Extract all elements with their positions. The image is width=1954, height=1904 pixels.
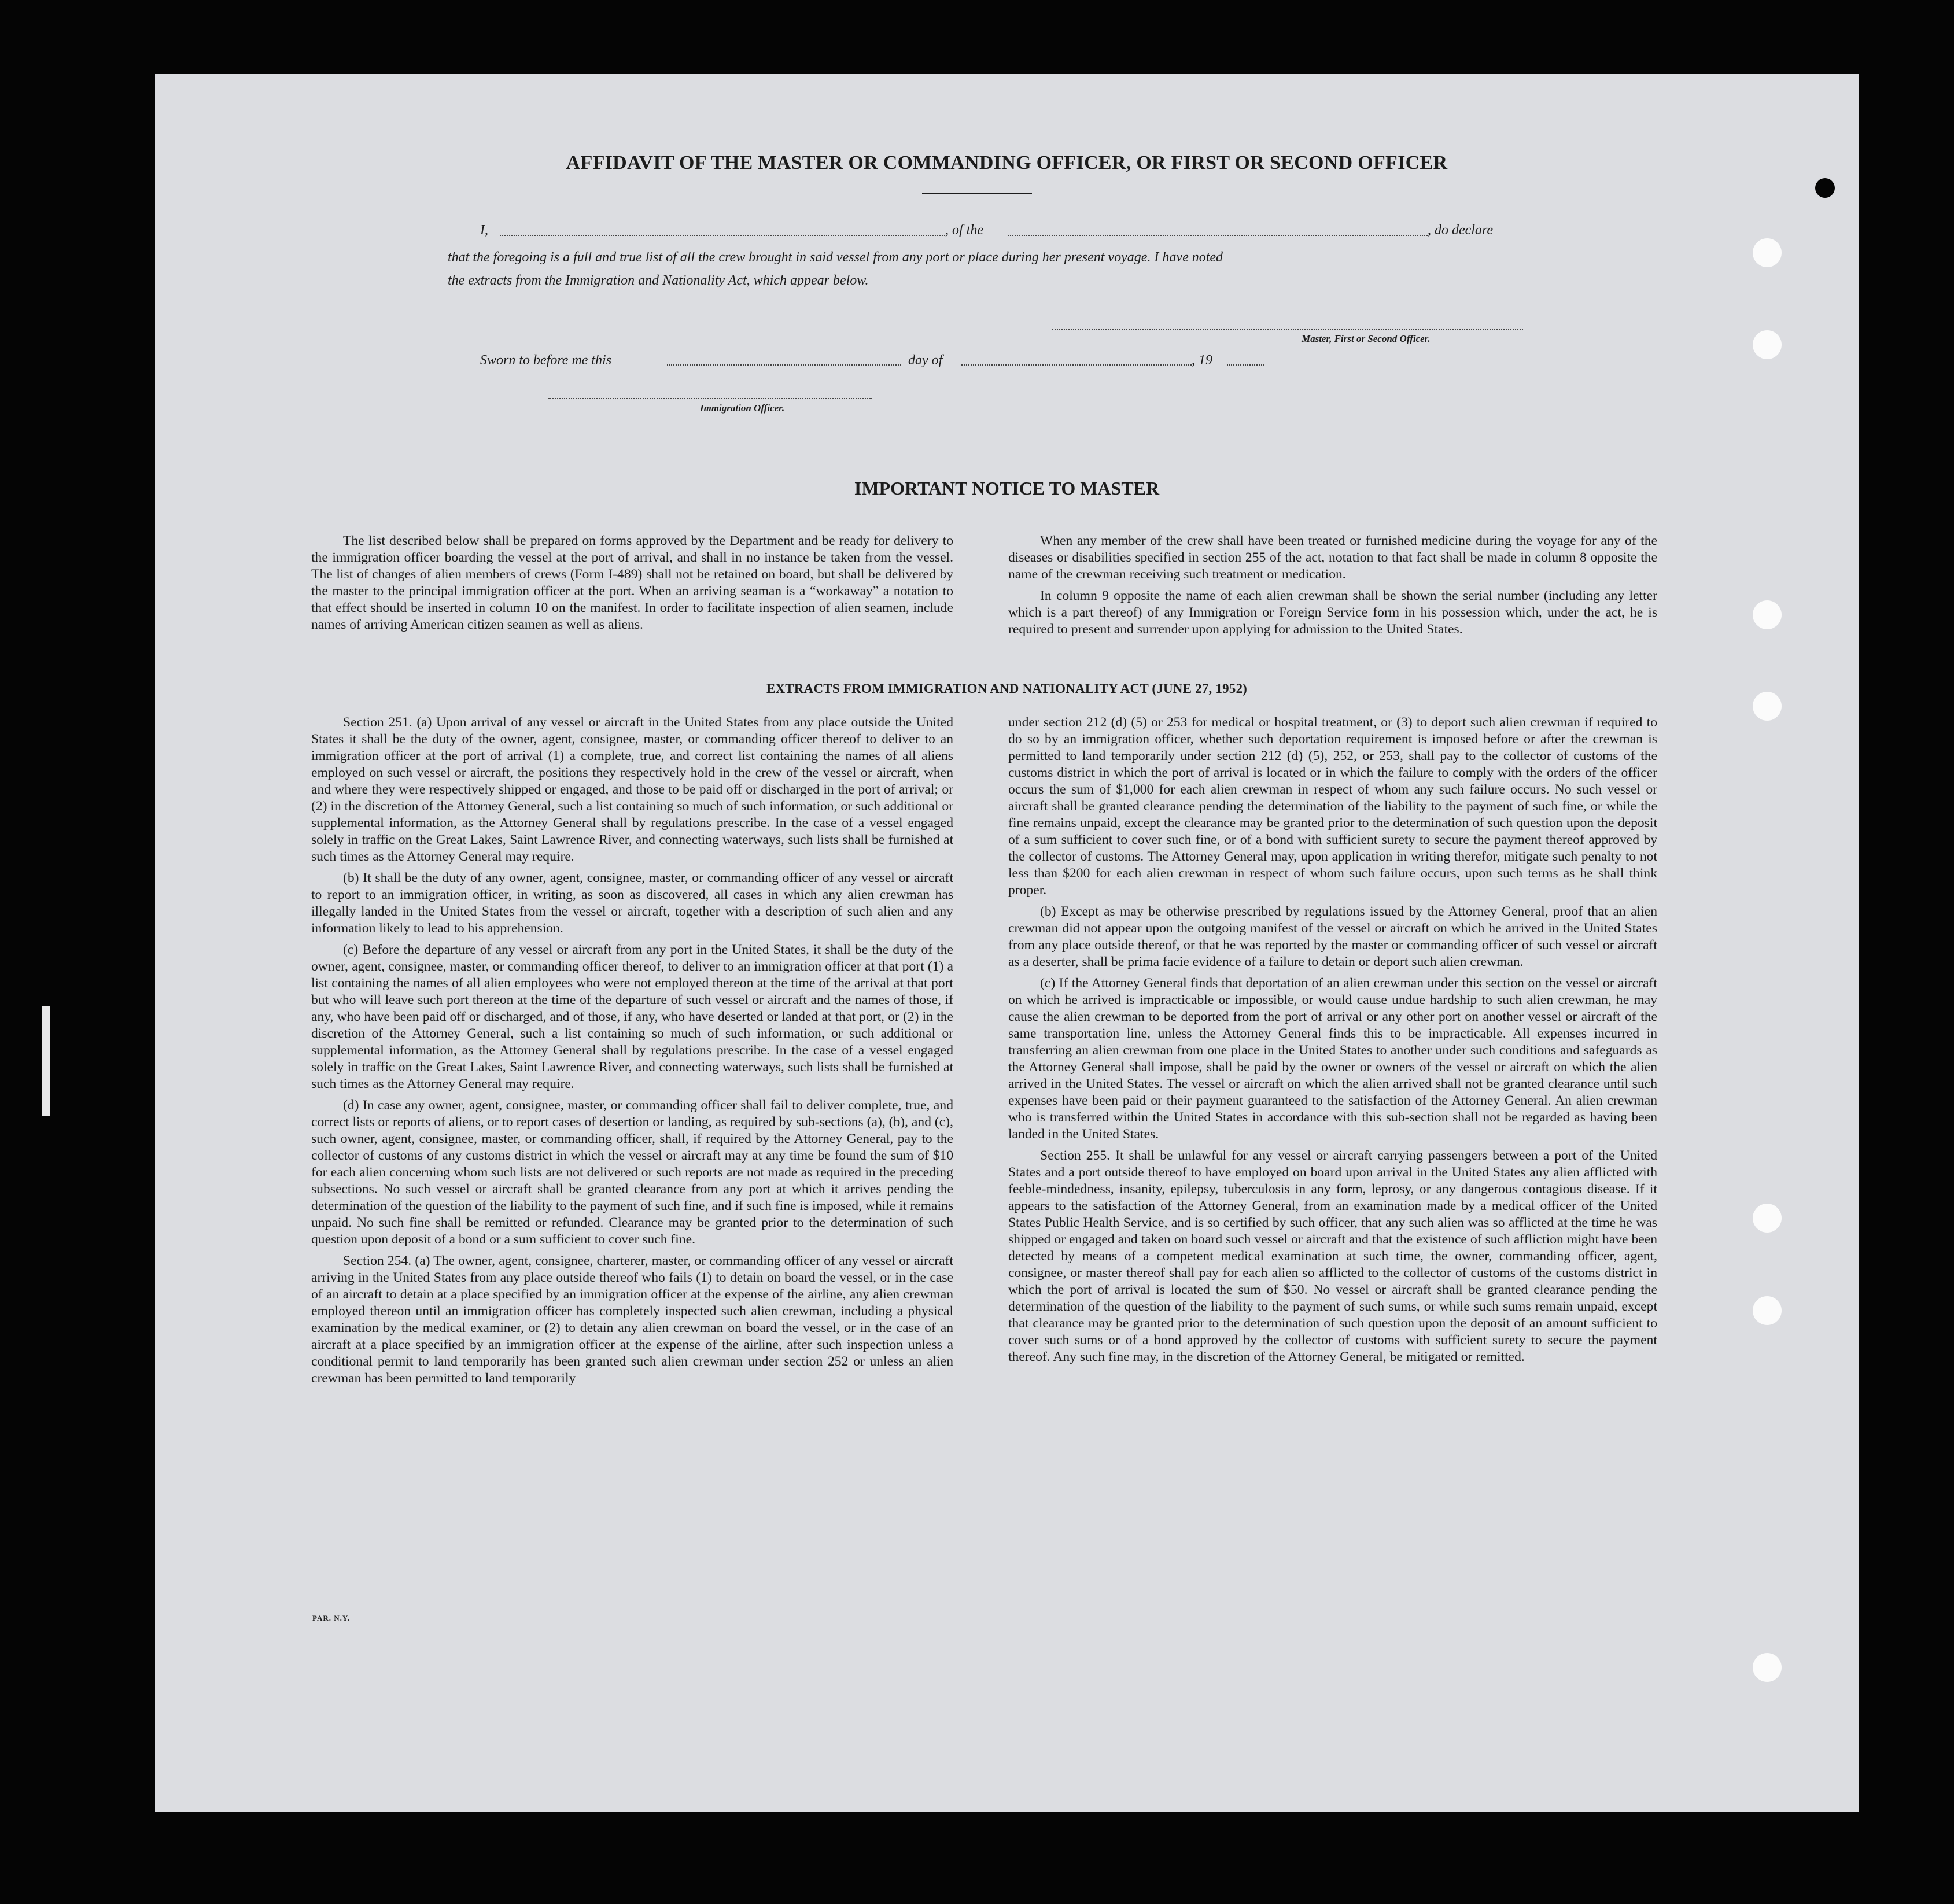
section-254-c-paragraph: (c) If the Attorney General finds that deportation of an alien crewman under this section on the vessel or aircraft on which he arrived is impracticable or impossible, or would cause undue hardship to such alien crewman, he may cause the alien crewman to be deported from the port of arrival or any other port on another vessel or aircraft of the same transportation line, unless the Attorney General finds this to be impracticable. All expenses incurred in transferring an alien crewman from one place in the United States to another under such conditions and safeguards as the Attorney General shall impose, shall be paid by the owner or owners of the vessel or aircraft on which the alien arrived in the United States. The vessel or aircraft on which the alien arrived shall not be granted clearance until such expenses have been paid or their payment guaranteed to the satisfaction of the Attorney General. An alien crewman who is transferred within the United States in accordance with this sub-section shall not be regarded as having been landed in the United States. [1008,976,1657,1142]
notice-paragraph: The list described below shall be prepared on forms approved by the Department and be ready for delivery to the immigration officer boarding the vessel at the port of arrival, and shall in no instance be taken from the vessel. The list of changes of alien members of crews (Form I-489) shall not be retained on board, but shall be delivered by the master to the principal immigration officer at the port. When an arriving seaman is a “workaway” a notation to that effect should be inserted in column 10 on the manifest. In order to facilitate inspection of alien seamen, include names of arriving American citizen seamen as well as aliens. [311,533,953,632]
punch-hole [1753,692,1782,721]
day-of-label: day of [908,353,943,368]
notice-heading: IMPORTANT NOTICE TO MASTER [854,478,1160,499]
notice-right-column [1008,533,1657,643]
sworn-label: Sworn to before me this [480,353,612,368]
affidavit-statement-line2: the extracts from the Immigration and Nationality Act, which appear below. [448,273,869,288]
affidavit-declare-label: , do declare [1428,223,1494,238]
document-page [155,74,1859,1812]
sworn-year-field[interactable] [1227,364,1264,366]
punch-hole [1753,1204,1782,1233]
affidavit-of-the-label: , of the [945,223,983,238]
section-255-paragraph: Section 255. It shall be unlawful for any vessel or aircraft carrying passengers between a port of the United States and a port outside thereof to have employed on board upon arrival in the United States any alien afflicted with feeble-mindedness, insanity, epilepsy, tuberculosis in any form, leprosy, or any dangerous contagious disease. If it appears to the satisfaction of the Attorney General, from an examination made by a medical officer of the United States Public Health Service, and is so certified by such officer, that any such alien was so afflicted at the time he was shipped or engaged and taken on board such vessel or aircraft and that the existence of such affliction might have been detected by means of a competent medical examination at such time, the owner, commanding officer, agent, consignee, or master thereof shall pay for each alien so afflicted to the collector of customs of the customs district in which the port of arrival is located the sum of $50. No vessel or aircraft shall be granted clearance pending the determination of the question of the liability to the payment of such sums, or while such sums remain unpaid, except that clearance may be granted prior to the determination of such question upon the deposit of an amount sufficient to cover such sums or of a bond approved by the collector of customs with sufficient surety to secure the payment thereof. Any such fine may, in the discretion of the Attorney General, be mitigated or remitted. [1008,1148,1657,1364]
year-label: , 19 [1192,353,1212,368]
section-254-a-continuation: under section 212 (d) (5) or 253 for medical or hospital treatment, or (3) to deport such alien crewman if required to do so by an immigration officer, whether such deportation requirement is imposed before or after the crewman is permitted to land temporarily under section 212 (d) (5), 252, or 253, shall pay to the collector of customs of the customs district in which the port of arrival is located or in which the failure to comply with the orders of the officer occurs the sum of $1,000 for each alien crewman in respect of whom any such failure occurs. No such vessel or aircraft shall be granted clearance pending the determination of the liability to the payment of such fine, or while the fine remains unpaid, except the clearance may be granted prior to the determination of such question upon the deposit of a sum sufficient to cover such fine, or of a bond with sufficient surety to secure the payment thereof approved by the collector of customs. The Attorney General may, upon application in writing therefor, mitigate such penalty to not less than $200 for each alien crewman in respect of whom such failure occurs, upon such terms as he shall think proper. [1008,715,1657,898]
notice-left-column [311,533,953,638]
punch-hole [1753,600,1782,629]
officer-signature-field[interactable] [548,398,872,399]
section-251-d-paragraph: (d) In case any owner, agent, consignee, master, or commanding officer shall fail to deliver complete, true, and correct lists or reports of aliens, or to report cases of desertion or landing, as required by sub-sections (a), (b), and (c), such owner, agent, consignee, master, or commanding officer, shall, if required by the Attorney General, pay to the collector of customs of any customs district in which the vessel or aircraft may at any time be found the sum of $10 for each alien concerning whom such lists are not delivered or such reports are not made as required in the preceding subsections. No such vessel or aircraft shall be granted clearance from any port at which it arrives pending the determination of the question of the liability to the payment of such fine, and if such fine is imposed, while it remains unpaid. No such fine shall be remitted or refunded. Clearance may be granted prior to the determination of such question upon deposit of a bond or a sum sufficient to cover such fine. [311,1098,953,1247]
title-rule [922,193,1032,194]
sworn-month-field[interactable] [961,364,1192,366]
punch-hole [1753,238,1782,267]
officer-signature-label: Immigration Officer. [700,403,785,414]
section-251-b-paragraph: (b) It shall be the duty of any owner, agent, consignee, master, or commanding officer of any vessel or aircraft to report to an immigration officer, in writing, as soon as discovered, all cases in which any alien crewman has illegally landed in the United States from the vessel or aircraft, together with a description of such alien and any information likely to lead to his apprehension. [311,870,953,936]
section-254-b-paragraph: (b) Except as may be otherwise prescribed by regulations issued by the Attorney General, proof that an alien crewman did not appear upon the outgoing manifest of the vessel or aircraft on which he arrived in the United States from any place outside thereof, or that he was reported by the master or commanding officer of such vessel or aircraft as a deserter, shall be prima facie evidence of a failure to detain or deport such alien crewman. [1008,904,1657,969]
affidavit-title: AFFIDAVIT OF THE MASTER OR COMMANDING OFFICER, OR FIRST OR SECOND OFFICER [566,152,1448,174]
printer-mark: PAR. N.Y. [312,1614,351,1622]
punch-hole [1753,330,1782,359]
master-signature-field[interactable] [1052,329,1523,330]
punch-hole [1753,1296,1782,1325]
vessel-field[interactable] [1008,235,1428,236]
master-signature-label: Master, First or Second Officer. [1302,333,1431,344]
name-field[interactable] [500,235,945,236]
section-251-c-paragraph: (c) Before the departure of any vessel or aircraft from any port in the United States, it shall be the duty of the owner, agent, consignee, master, or commanding officer thereof, to deliver to an immigration officer at that port (1) a list containing the names of all alien employees who were not employed thereon at the time of the arrival at that port but who will leave such port thereon at the time of the departure of such vessel or aircraft and the names of those, if any, who have been paid off or discharged, and of those, if any, who have deserted or landed at that port, or (2) in the discretion of the Attorney General, such a list containing so much of such information, or such additional or supplemental information, as the Attorney General shall by regulations prescribe. In the case of a vessel engaged solely in traffic on the Great Lakes, Saint Lawrence River, and connecting waterways, such lists shall be furnished at such times as the Attorney General may require. [311,942,953,1091]
punch-hole [1753,1653,1782,1682]
notice-paragraph: In column 9 opposite the name of each alien crewman shall be shown the serial number (including any letter which is a part thereof) of any Immigration or Foreign Service form in his possession which, under the act, he is required to present and surrender upon applying for admission to the United States. [1008,588,1657,637]
notice-paragraph: When any member of the crew shall have been treated or furnished medicine during the voyage for any of the diseases or disabilities specified in section 255 of the act, notation to that fact shall be made in column 8 opposite the name of the crewman receiving such treatment or medication. [1008,533,1657,582]
affidavit-i-label: I, [480,223,488,238]
punch-hole [1815,178,1835,198]
scanner-edge-mark [42,1006,50,1116]
extracts-heading: EXTRACTS FROM IMMIGRATION AND NATIONALITY ACT (JUNE 27, 1952) [766,681,1248,696]
extracts-right-column [1008,714,1657,1370]
section-254-a-paragraph: Section 254. (a) The owner, agent, consignee, charterer, master, or commanding officer of any vessel or aircraft arriving in the United States from any place outside thereof who fails (1) to detain on board the vessel, or in the case of an aircraft to detain at a place specified by an immigration officer at the expense of the airline, any alien crewman employed thereon until an immigration officer has completely inspected such alien crewman, including a physical examination by the medical examiner, or (2) to detain any alien crewman on board the vessel, or in the case of an aircraft at a place specified by an immigration officer at the expense of the airline, after such inspection unless a conditional permit to land temporarily has been granted such alien crewman under section 252 or unless an alien crewman has been permitted to land temporarily [311,1253,953,1386]
section-251-a-paragraph: Section 251. (a) Upon arrival of any vessel or aircraft in the United States from any place outside the United States it shall be the duty of the owner, agent, consignee, master, or commanding officer thereof to deliver to an immigration officer at the port of arrival (1) a complete, true, and correct list containing the names of all aliens employed on such vessel or aircraft, the positions they respectively hold in the crew of the vessel or aircraft, when and where they were respectively shipped or engaged, and those to be paid off or discharged in the port of arrival; or (2) in the discretion of the Attorney General, such a list containing so much of such information, or such additional or supplemental information, as the Attorney General shall by regulations prescribe. In the case of a vessel engaged solely in traffic on the Great Lakes, Saint Lawrence River, and connecting waterways, such lists shall be furnished at such times as the Attorney General may require. [311,715,953,864]
extracts-left-column [311,714,953,1392]
affidavit-statement-line1: that the foregoing is a full and true list of all the crew brought in said vessel from any port or place during her present voyage. I have noted [448,250,1223,265]
sworn-day-field[interactable] [667,364,901,366]
